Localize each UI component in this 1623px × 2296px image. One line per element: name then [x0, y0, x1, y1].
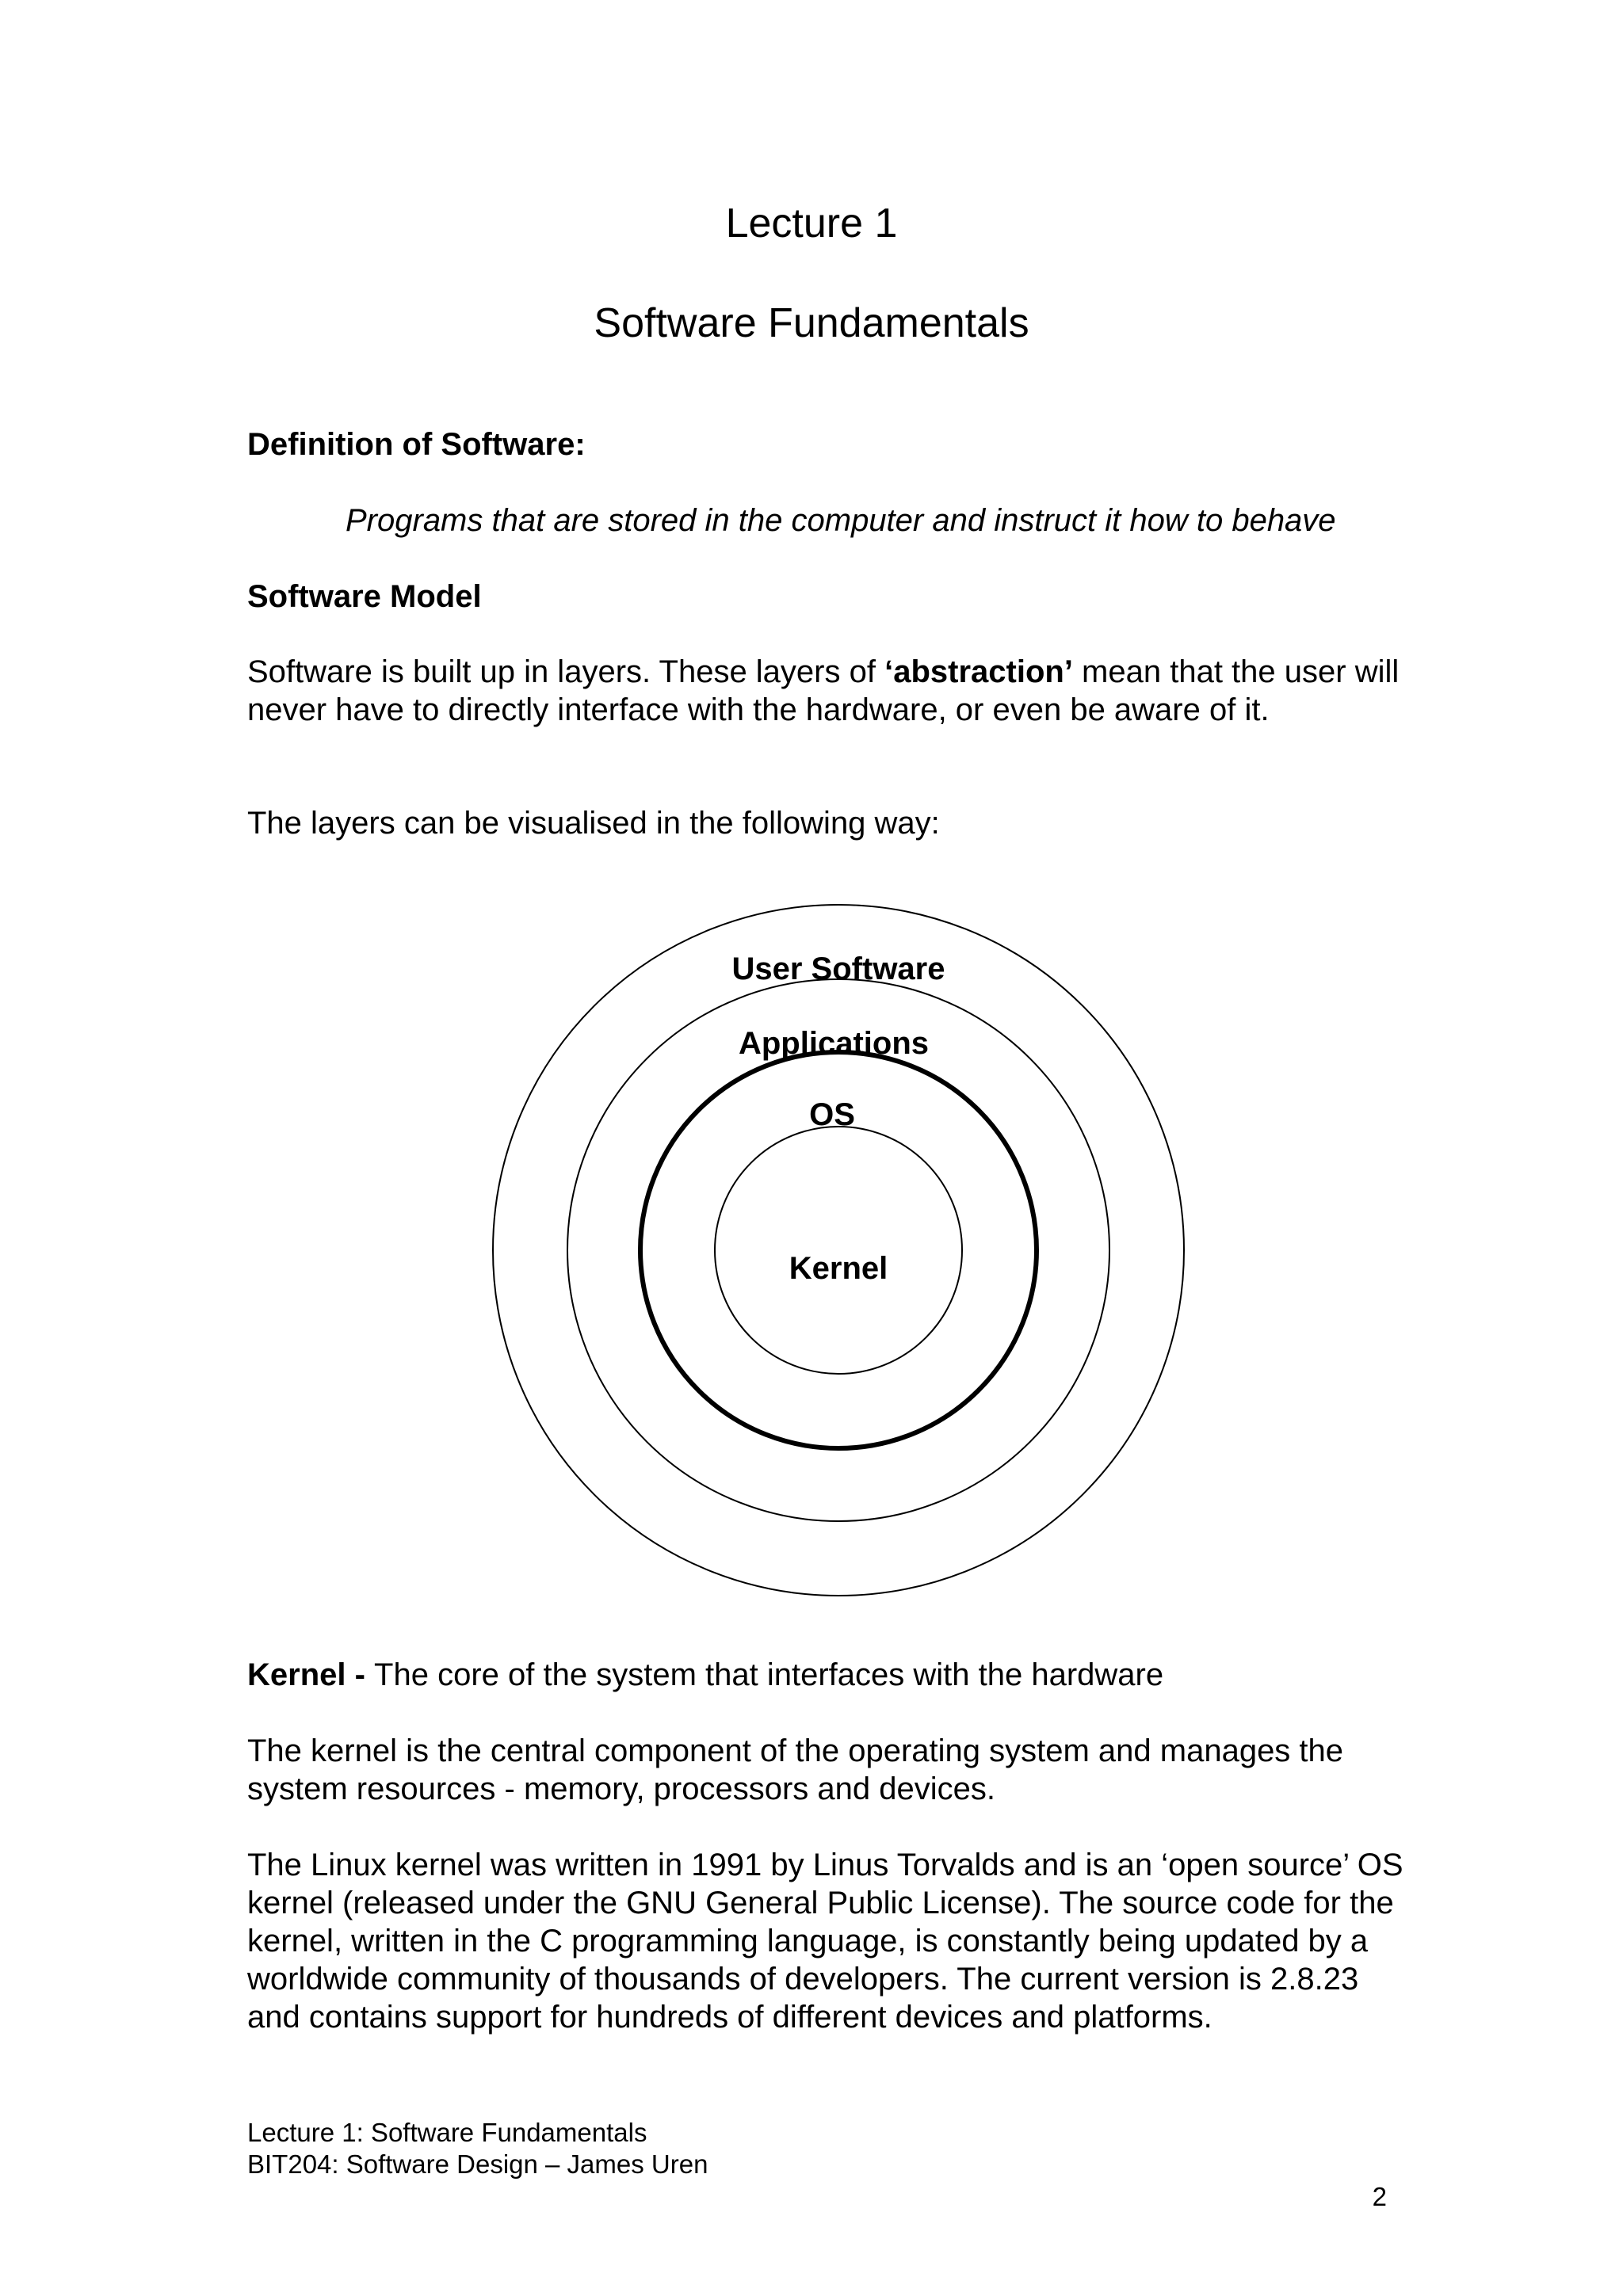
lecture-title: Lecture 1: [725, 200, 898, 246]
footer-lecture-line: Lecture 1: Software Fundamentals: [247, 2118, 647, 2147]
software-model-heading: Software Model: [247, 579, 482, 614]
lecture-subtitle: Software Fundamentals: [594, 300, 1029, 346]
applications-ring: [567, 979, 1109, 1521]
page-number: 2: [1372, 2182, 1387, 2211]
paragraph-text-end: mean that the user will never have to directly interface with the hardware, or even be aware of it.: [247, 654, 1400, 727]
kernel-definition-text: The core of the system that interfaces with the hardware: [374, 1657, 1164, 1692]
definition-heading: Definition of Software:: [247, 427, 586, 462]
layers-intro-paragraph: The layers can be visualised in the following way:: [247, 806, 940, 841]
software-model-paragraph: [247, 653, 1412, 729]
kernel-label: Kernel: [789, 1251, 888, 1286]
os-label: OS: [809, 1097, 855, 1132]
kernel-paragraph-2: The kernel is the central component of the operating system and manages the system resources - memory, processors and devices.: [247, 1733, 1344, 1806]
abstraction-term: ‘abstraction’: [884, 654, 1073, 689]
os-ring: [640, 1052, 1037, 1448]
user-software-ring: [493, 905, 1184, 1596]
linux-kernel-paragraph: The Linux kernel was written in 1991 by Linus Torvalds and is an ‘open source’ OS kernel (released under the GNU General Public License). The source code for the kernel, written in the C programming language, is constantly being updated by a worldwide community of thousands of developers. The current version is 2.8.23 and contains support for hundreds of different devices and platforms.: [247, 1848, 1403, 2035]
kernel-definition: [247, 1656, 1412, 1694]
paragraph-text-start: Software is built up in layers. These layers of: [247, 654, 885, 689]
user-software-label: User Software: [731, 952, 945, 986]
footer-course-line: BIT204: Software Design – James Uren: [247, 2149, 708, 2179]
kernel-ring: [715, 1127, 962, 1374]
kernel-term: Kernel -: [247, 1657, 375, 1692]
applications-label: Applications: [738, 1026, 930, 1061]
definition-text: Programs that are stored in the computer and instruct it how to behave: [346, 503, 1336, 538]
